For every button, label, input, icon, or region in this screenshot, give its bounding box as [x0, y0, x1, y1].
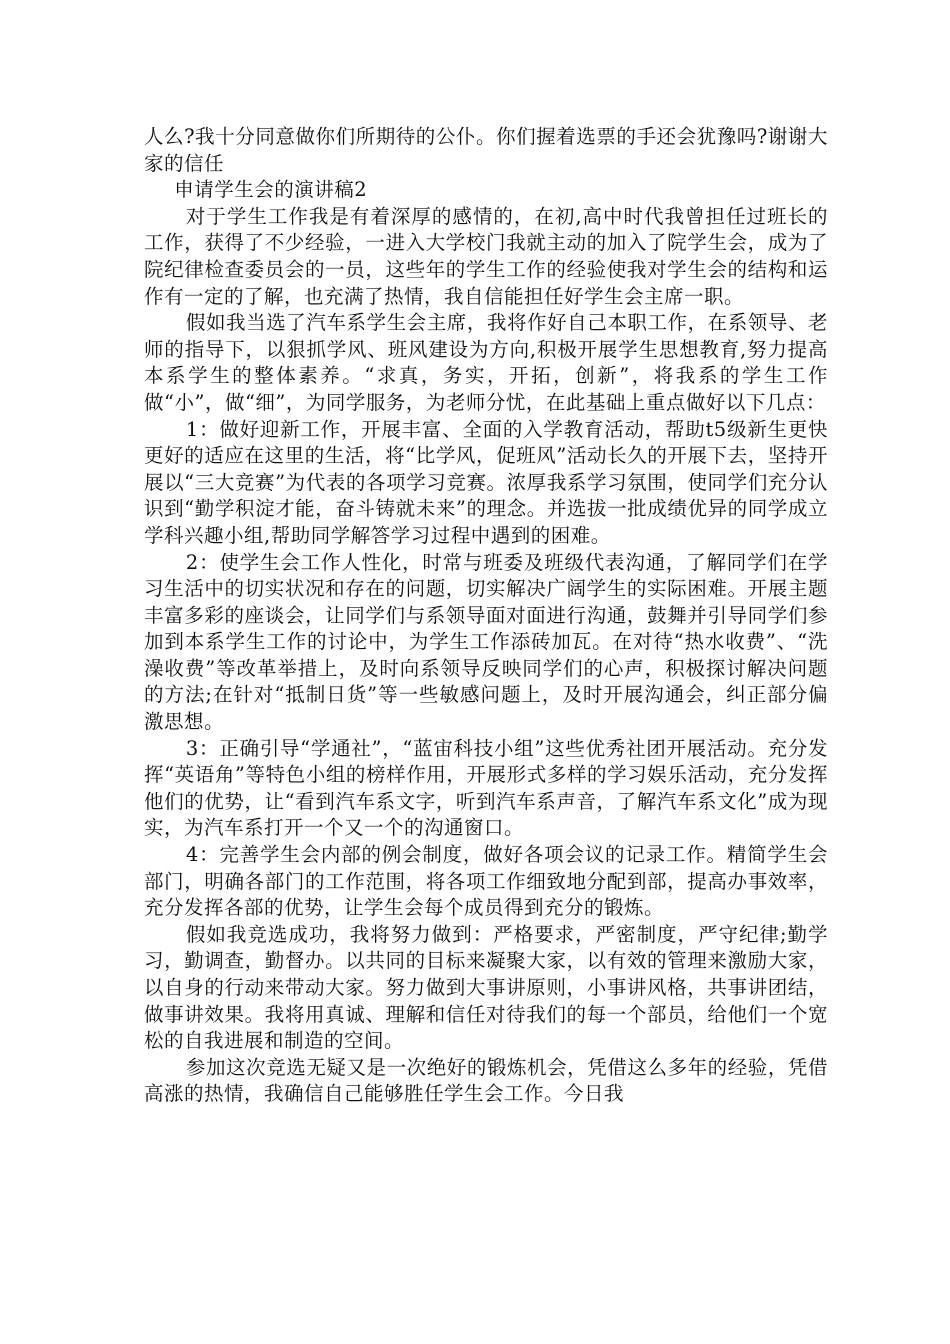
paragraph-commitment: 假如我竞选成功，我将努力做到：严格要求，严密制度，严守纪律;勤学习，勤调查，勤督办。以共同的目标来凝聚大家，以有效的管理来激励大家，以自身的行动来带动大家。努力做到大事讲原则，小事讲风格，共事讲团结，做事讲效果。我将用真诚、理解和信任对待我们的每一个部员，给他们一个宽松的自我进展和制造的空间。	[144, 922, 828, 1053]
paragraph-point-4: 4：完善学生会内部的例会制度，做好各项会议的记录工作。精简学生会部门，明确各部门的工作范围，将各项工作细致地分配到部，提高办事效率，充分发挥各部的优势，让学生会每个成员得到充分的锻炼。	[144, 843, 828, 920]
document-body	[144, 124, 828, 1108]
paragraph-point-1: 1：做好迎新工作，开展丰富、全面的入学教育活动，帮助t5级新生更快更好的适应在这里的生活，将“比学风，促班风”活动长久的开展下去，坚持开展以“三大竞赛”为代表的各项学习竞赛。浓厚我系学习氛围，使同学们充分认识到“勤学积淀才能，奋斗铸就未来”的理念。并选拔一批成绩优异的同学成立学科兴趣小组,帮助同学解答学习过程中遇到的困难。	[144, 417, 828, 547]
paragraph-point-2: 2：使学生会工作人性化，时常与班委及班级代表沟通，了解同学们在学习生活中的切实状况和存在的问题，切实解决广阔学生的实际困难。开展主题丰富多彩的座谈会，让同学们与系领导面对面进行沟通，鼓舞并引导同学们参加到本系学生工作的讨论中，为学生工作添砖加瓦。在对待“热水收费”、“洗澡收费”等改革举措上，及时向系领导反映同学们的心声，积极探讨解决问题的方法;在针对“抵制日货”等一些敏感问题上，及时开展沟通会，纠正部分偏激思想。	[144, 550, 828, 734]
section-heading: 申请学生会的演讲稿2	[174, 178, 368, 202]
paragraph-intro: 对于学生工作我是有着深厚的感情的，在初,高中时代我曾担任过班长的工作，获得了不少经验，一进入大学校门我就主动的加入了院学生会，成为了院纪律检查委员会的一员，这些年的学生工作的经验使我对学生会的结构和运作有一定的了解，也充满了热情，我自信能担任好学生会主席一职。	[144, 204, 828, 308]
paragraph-conclusion: 参加这次竞选无疑又是一次绝好的锻炼机会，凭借这么多年的经验，凭借高涨的热情，我确信自己能够胜任学生会工作。今日我	[144, 1055, 828, 1106]
paragraph-point-3: 3：正确引导“学通社”，“蓝宙科技小组”这些优秀社团开展活动。充分发挥“英语角”等特色小组的榜样作用，开展形式多样的学习娱乐活动，充分发挥他们的优势，让“看到汽车系文字，听到汽车系声音，了解汽车系文化”成为现实，为汽车系打开一个又一个的沟通窗口。	[144, 736, 828, 840]
paragraph-continued-closing: 人么?我十分同意做你们所期待的公仆。你们握着选票的手还会犹豫吗?谢谢大家的信任	[144, 125, 828, 175]
paragraph-plan: 假如我当选了汽车系学生会主席，我将作好自己本职工作，在系领导、老师的指导下，以狠抓学风、班风建设为方向,积极开展学生思想教育,努力提高本系学生的整体素养。“求真，务实，开拓，创新”，将我系的学生工作做“小”，做“细”，为同学服务，为老师分忧，在此基础上重点做好以下几点：	[144, 311, 828, 414]
